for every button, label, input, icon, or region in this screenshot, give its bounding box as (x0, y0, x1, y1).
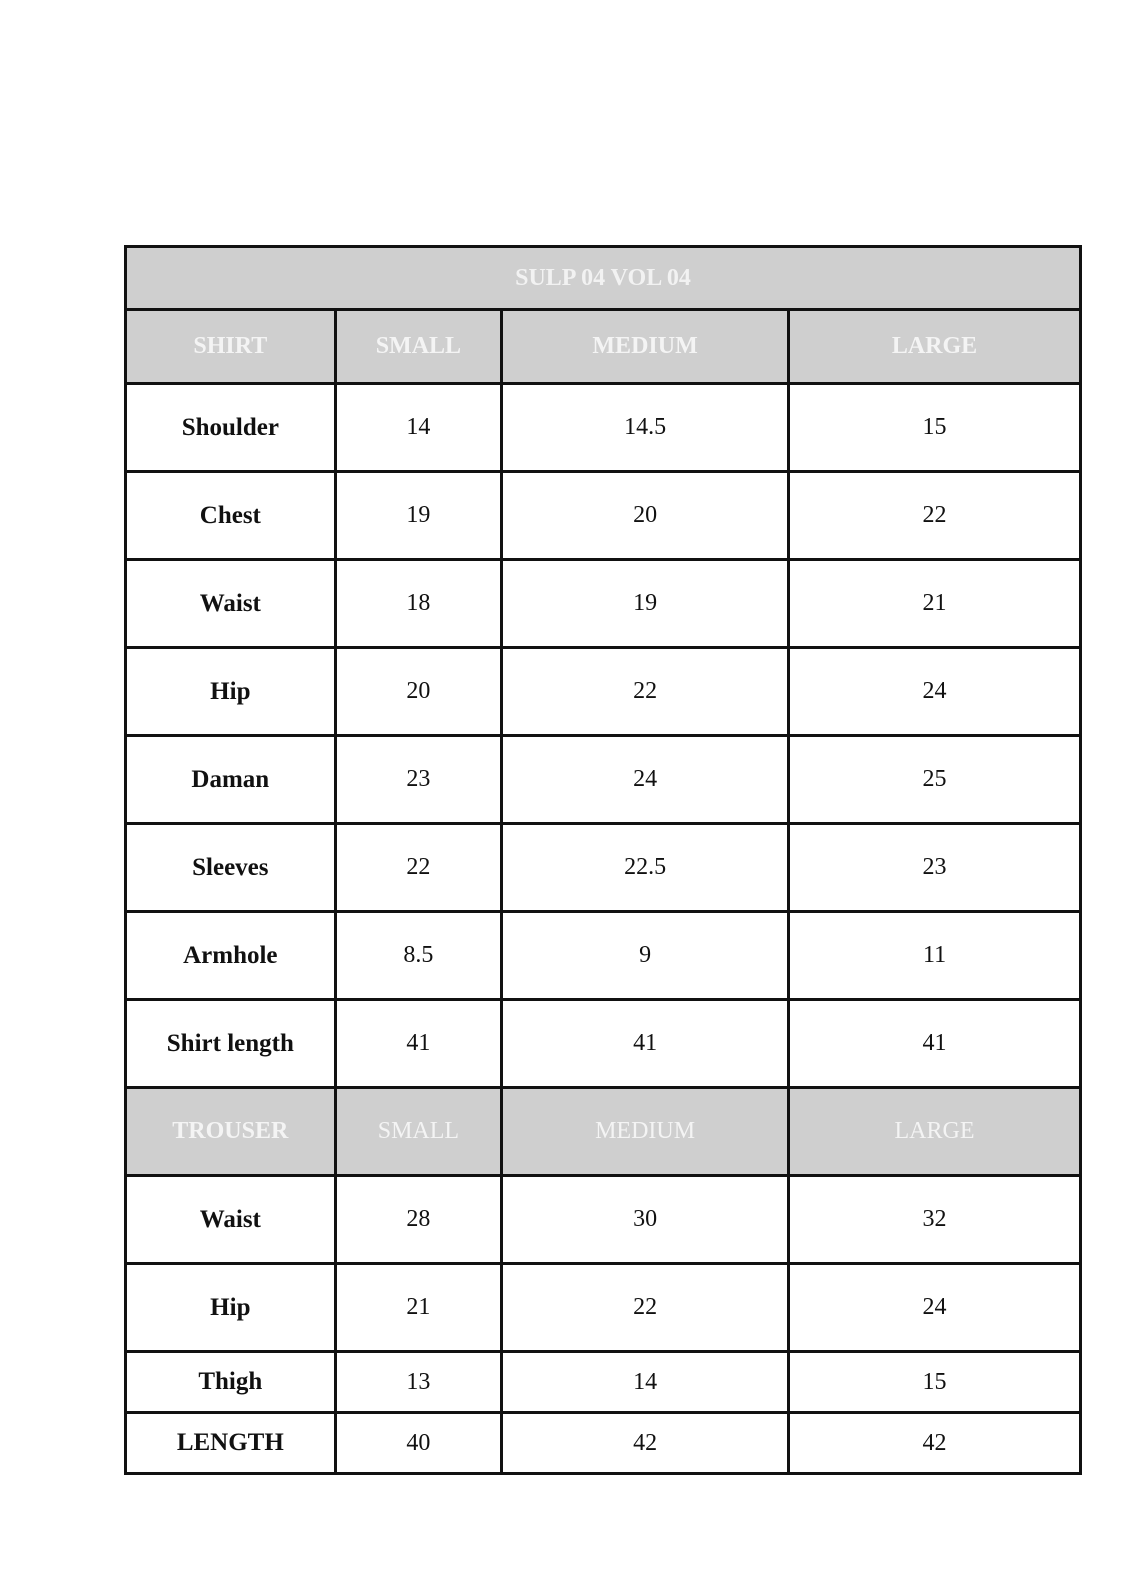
large-value: 23 (789, 824, 1081, 912)
table-row (126, 1264, 1081, 1352)
measurement-label: Sleeves (126, 824, 336, 912)
table-row (126, 1000, 1081, 1088)
large-value: 15 (789, 1352, 1081, 1413)
measurement-label: Chest (126, 472, 336, 560)
table-row (126, 824, 1081, 912)
medium-value: 9 (502, 912, 789, 1000)
table-row (126, 912, 1081, 1000)
large-value: 41 (789, 1000, 1081, 1088)
measurement-label: Hip (126, 648, 336, 736)
small-value: 41 (335, 1000, 502, 1088)
medium-value: 20 (502, 472, 789, 560)
measurement-label: Thigh (126, 1352, 336, 1413)
table-row (126, 1413, 1081, 1474)
trouser-size-medium-header: MEDIUM (502, 1088, 789, 1176)
table-row (126, 648, 1081, 736)
medium-value: 41 (502, 1000, 789, 1088)
large-value: 21 (789, 560, 1081, 648)
large-value: 32 (789, 1176, 1081, 1264)
small-value: 8.5 (335, 912, 502, 1000)
medium-value: 14.5 (502, 384, 789, 472)
small-value: 13 (335, 1352, 502, 1413)
table-row (126, 1176, 1081, 1264)
small-value: 28 (335, 1176, 502, 1264)
small-value: 18 (335, 560, 502, 648)
large-value: 11 (789, 912, 1081, 1000)
shirt-size-large-header: LARGE (789, 310, 1081, 384)
title-row (126, 247, 1081, 310)
large-value: 42 (789, 1413, 1081, 1474)
measurement-label: Hip (126, 1264, 336, 1352)
shirt-section-label: SHIRT (126, 310, 336, 384)
measurement-label: Shoulder (126, 384, 336, 472)
measurement-label: Daman (126, 736, 336, 824)
measurement-label: LENGTH (126, 1413, 336, 1474)
medium-value: 42 (502, 1413, 789, 1474)
small-value: 22 (335, 824, 502, 912)
small-value: 14 (335, 384, 502, 472)
medium-value: 22.5 (502, 824, 789, 912)
large-value: 22 (789, 472, 1081, 560)
table-row (126, 736, 1081, 824)
large-value: 24 (789, 1264, 1081, 1352)
small-value: 21 (335, 1264, 502, 1352)
small-value: 23 (335, 736, 502, 824)
shirt-size-small-header: SMALL (335, 310, 502, 384)
trouser-size-large-header: LARGE (789, 1088, 1081, 1176)
table-row (126, 560, 1081, 648)
small-value: 40 (335, 1413, 502, 1474)
large-value: 25 (789, 736, 1081, 824)
size-chart-table (124, 245, 1082, 1475)
small-value: 20 (335, 648, 502, 736)
table-row (126, 384, 1081, 472)
trouser-header-row (126, 1088, 1081, 1176)
medium-value: 14 (502, 1352, 789, 1413)
table-title: SULP 04 VOL 04 (126, 247, 1081, 310)
trouser-section-label: TROUSER (126, 1088, 336, 1176)
measurement-label: Waist (126, 560, 336, 648)
medium-value: 24 (502, 736, 789, 824)
table-row (126, 472, 1081, 560)
medium-value: 22 (502, 648, 789, 736)
medium-value: 19 (502, 560, 789, 648)
small-value: 19 (335, 472, 502, 560)
shirt-size-medium-header: MEDIUM (502, 310, 789, 384)
measurement-label: Waist (126, 1176, 336, 1264)
large-value: 24 (789, 648, 1081, 736)
large-value: 15 (789, 384, 1081, 472)
table-row (126, 1352, 1081, 1413)
medium-value: 22 (502, 1264, 789, 1352)
shirt-header-row (126, 310, 1081, 384)
medium-value: 30 (502, 1176, 789, 1264)
trouser-size-small-header: SMALL (335, 1088, 502, 1176)
measurement-label: Armhole (126, 912, 336, 1000)
measurement-label: Shirt length (126, 1000, 336, 1088)
